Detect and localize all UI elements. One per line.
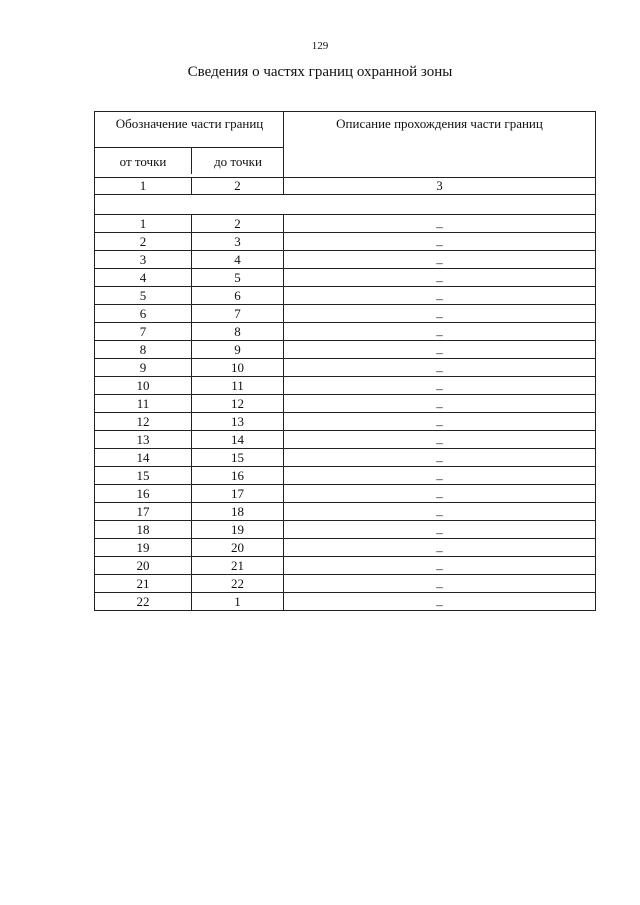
description-value: – [436,219,443,234]
to-point-cell: 10 [192,359,284,377]
table-row [95,215,596,233]
table-row [95,251,596,269]
description-cell [284,323,596,341]
from-point-cell: 1 [95,215,192,233]
from-point-cell: 16 [95,485,192,503]
to-point-cell: 19 [192,521,284,539]
to-point-cell: 1 [192,593,284,611]
from-point-cell: 7 [95,323,192,341]
to-point-cell: 7 [192,305,284,323]
table-row [95,485,596,503]
table-row [95,557,596,575]
description-value: – [436,237,443,252]
to-point-cell: 2 [192,215,284,233]
description-value: – [436,291,443,306]
from-point-cell: 17 [95,503,192,521]
from-point-cell: 18 [95,521,192,539]
from-point-cell: 5 [95,287,192,305]
description-cell [284,467,596,485]
column-numbering-row [95,178,596,195]
description-cell [284,305,596,323]
description-value: – [436,417,443,432]
description-cell [284,395,596,413]
table-row [95,323,596,341]
from-point-cell: 10 [95,377,192,395]
from-point-cell: 21 [95,575,192,593]
from-point-cell: 4 [95,269,192,287]
header-group-cell [95,112,284,178]
table-row [95,575,596,593]
description-value: – [436,561,443,576]
description-value: – [436,579,443,594]
description-value: – [436,399,443,414]
description-cell [284,593,596,611]
to-point-cell: 13 [192,413,284,431]
column-number-3: 3 [284,178,596,195]
to-point-cell: 9 [192,341,284,359]
table-row [95,467,596,485]
from-point-cell: 13 [95,431,192,449]
description-value: – [436,525,443,540]
from-point-cell: 19 [95,539,192,557]
description-value: – [436,453,443,468]
table-row [95,539,596,557]
description-cell [284,557,596,575]
table-row [95,269,596,287]
description-cell [284,575,596,593]
table-row [95,233,596,251]
from-point-cell: 11 [95,395,192,413]
description-cell [284,269,596,287]
empty-spacer-row [95,195,596,215]
page-number: 129 [311,40,329,52]
column-number-2: 2 [192,178,284,195]
description-cell [284,341,596,359]
to-point-cell: 20 [192,539,284,557]
from-point-cell: 14 [95,449,192,467]
to-point-cell: 8 [192,323,284,341]
header-boundary-part-designation: Обозначение части границ [95,112,284,148]
from-point-cell: 9 [95,359,192,377]
to-point-cell: 14 [192,431,284,449]
description-cell [284,431,596,449]
description-value: – [436,273,443,288]
description-value: – [436,381,443,396]
to-point-cell: 22 [192,575,284,593]
description-value: – [436,255,443,270]
table-row [95,593,596,611]
to-point-cell: 11 [192,377,284,395]
description-cell [284,287,596,305]
column-number-1: 1 [95,178,192,195]
description-cell [284,413,596,431]
description-value: – [436,489,443,504]
description-cell [284,233,596,251]
from-point-cell: 8 [95,341,192,359]
description-cell [284,215,596,233]
header-boundary-description: Описание прохождения части границ [284,112,596,178]
from-point-cell: 3 [95,251,192,269]
description-value: – [436,345,443,360]
from-point-cell: 2 [95,233,192,251]
header-from-point: от точки [95,148,192,174]
table-row [95,395,596,413]
table-row [95,359,596,377]
table-row [95,377,596,395]
from-point-cell: 22 [95,593,192,611]
document-title: Сведения о частях границ охранной зоны [187,64,453,80]
table-row [95,341,596,359]
from-point-cell: 20 [95,557,192,575]
description-cell [284,485,596,503]
to-point-cell: 5 [192,269,284,287]
description-value: – [436,309,443,324]
to-point-cell: 21 [192,557,284,575]
description-cell [284,377,596,395]
to-point-cell: 16 [192,467,284,485]
table-row [95,521,596,539]
description-cell [284,521,596,539]
description-value: – [436,507,443,522]
empty-spacer-cell [95,195,596,215]
to-point-cell: 12 [192,395,284,413]
description-value: – [436,543,443,558]
to-point-cell: 18 [192,503,284,521]
table-row [95,305,596,323]
description-value: – [436,435,443,450]
to-point-cell: 6 [192,287,284,305]
to-point-cell: 15 [192,449,284,467]
description-cell [284,251,596,269]
description-cell [284,539,596,557]
description-cell [284,359,596,377]
to-point-cell: 4 [192,251,284,269]
table-row [95,431,596,449]
table-header-row [95,112,596,178]
description-value: – [436,363,443,378]
from-point-cell: 15 [95,467,192,485]
description-cell [284,449,596,467]
table-row [95,287,596,305]
table-row [95,449,596,467]
table-row [95,413,596,431]
description-value: – [436,327,443,342]
to-point-cell: 17 [192,485,284,503]
from-point-cell: 6 [95,305,192,323]
boundary-parts-table [94,111,596,611]
description-cell [284,503,596,521]
to-point-cell: 3 [192,233,284,251]
description-value: – [436,597,443,612]
description-value: – [436,471,443,486]
header-to-point: до точки [214,153,262,169]
from-point-cell: 12 [95,413,192,431]
table-row [95,503,596,521]
